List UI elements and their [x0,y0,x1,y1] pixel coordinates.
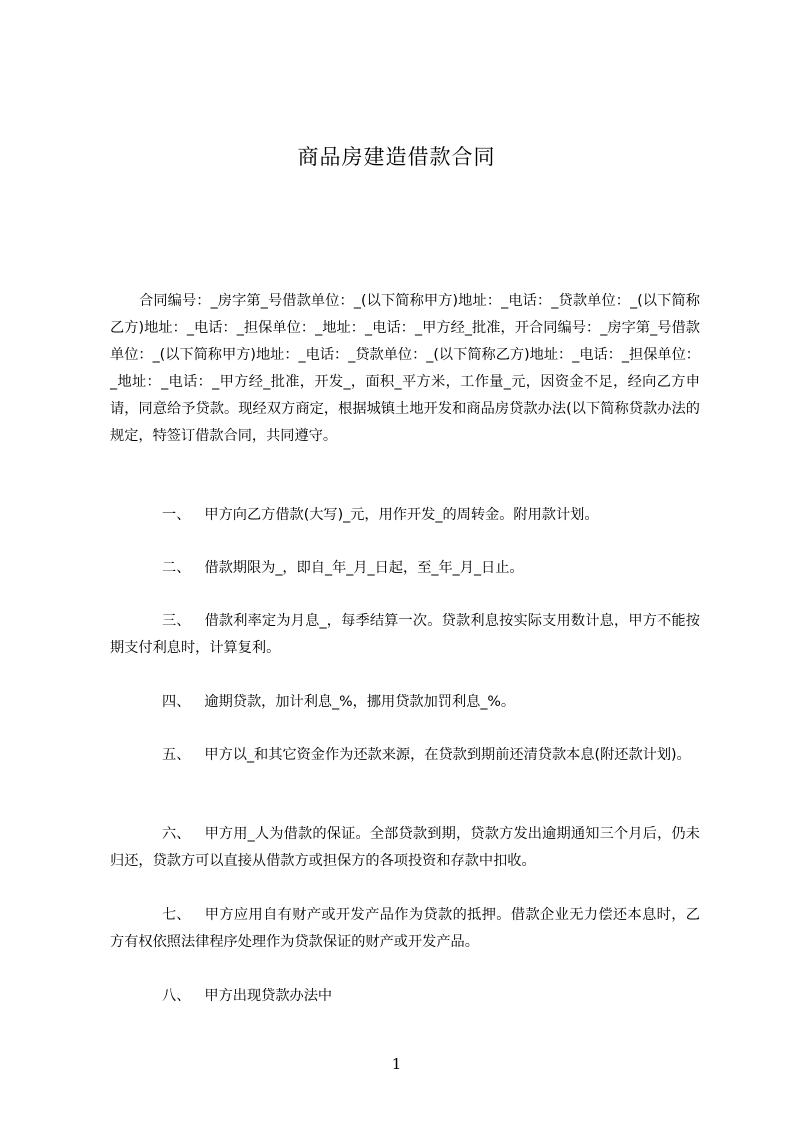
clause-number: 七、 [162,907,191,923]
clause-number: 一、 [162,507,191,523]
document-title: 商品房建造借款合同 [297,145,496,169]
clause-text: 甲方用_人为借款的保证。全部贷款到期，贷款方发出逾期通知三个月后，仍未归还，贷款方可以直接从借款方或担保方的各项投资和存款中扣收。 [110,826,700,869]
clause-number: 四、 [162,694,191,710]
clause-2 [110,555,700,582]
clause-number: 二、 [162,560,191,576]
clause-text: 甲方出现贷款办法中 [204,988,333,1004]
clause-3 [110,608,700,662]
clause-text: 甲方向乙方借款(大写)_元，用作开发_的周转金。附用款计划。 [204,507,599,523]
clause-text: 逾期贷款，加计利息_%，挪用贷款加罚利息_%。 [204,694,516,710]
clause-4 [110,689,700,716]
clause-text: 借款利率定为月息_，每季结算一次。贷款利息按实际支用数计息，甲方不能按期支付利息时，计算复利。 [110,613,700,656]
clause-number: 六、 [162,826,191,842]
clause-text: 甲方应用自有财产或开发产品作为贷款的抵押。借款企业无力偿还本息时，乙方有权依照法律程序处理作为贷款保证的财产或开发产品。 [110,907,700,950]
clause-8 [110,983,700,1010]
clause-7 [110,902,700,956]
clause-5 [110,742,700,769]
clause-number: 五、 [162,747,191,763]
clause-text: 甲方以_和其它资金作为还款来源，在贷款到期前还清贷款本息(附还款计划)。 [204,747,691,763]
page-number: 1 [391,1055,402,1073]
clause-text: 借款期限为_，即自_年_月_日起，至_年_月_日止。 [204,560,524,576]
clause-number: 三、 [162,613,191,629]
clause-number: 八、 [162,988,191,1004]
contract-intro-paragraph: 合同编号：_房字第_号借款单位：_(以下简称甲方)地址：_电话：_贷款单位：_(以下简称乙方)地址：_电话：_担保单位：_地址：_电话：_甲方经_批准，开合同编号：_房字第_号借款单位：_(以下简称甲方)地址：_电话：_贷款单位：_(以下简称乙方)地址：_电话：_担保单位：_地址：_电话：_甲方经_批准，开发_，面积_平方米，工作量_元，因资金不足，经向乙方申请，同意给予贷款。现经双方商定，根据城镇土地开发和商品房贷款办法(以下简称贷款办法的规定，特签订借款合同，共同遵守。 [110,293,700,444]
clause-6 [110,821,700,875]
clause-1 [110,502,700,529]
